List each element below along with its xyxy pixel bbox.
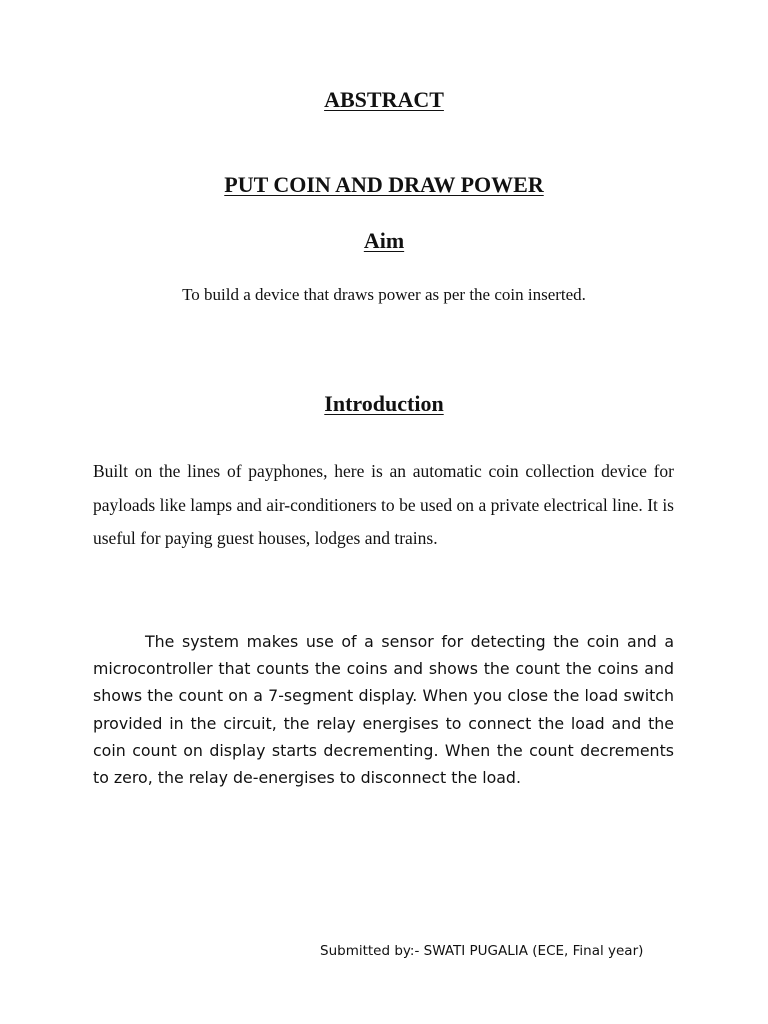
introduction-paragraph-1: Built on the lines of payphones, here is an automatic coin collection device for payloads like lamps and air-conditioners to be used on a private electrical line. It is useful for paying guest houses, lodges and trains. [93,461,674,548]
submitted-by-footer: Submitted by:- SWATI PUGALIA (ECE, Final year) [320,943,644,959]
project-title: PUT COIN AND DRAW POWER [224,172,544,197]
introduction-heading: Introduction [324,391,444,416]
aim-heading: Aim [363,228,405,253]
introduction-paragraph-2: The system makes use of a sensor for detecting the coin and a microcontroller that counts the coins and shows the count the coins and shows the count on a 7-segment display. When you close the load switch provided in the circuit, the relay energises to connect the load and the coin count on display starts decrementing. When the count decrements to zero, the relay de-energises to disconnect the load. [93,632,674,788]
abstract-heading: ABSTRACT [324,87,444,112]
aim-text: To build a device that draws power as per the coin inserted. [182,285,586,304]
